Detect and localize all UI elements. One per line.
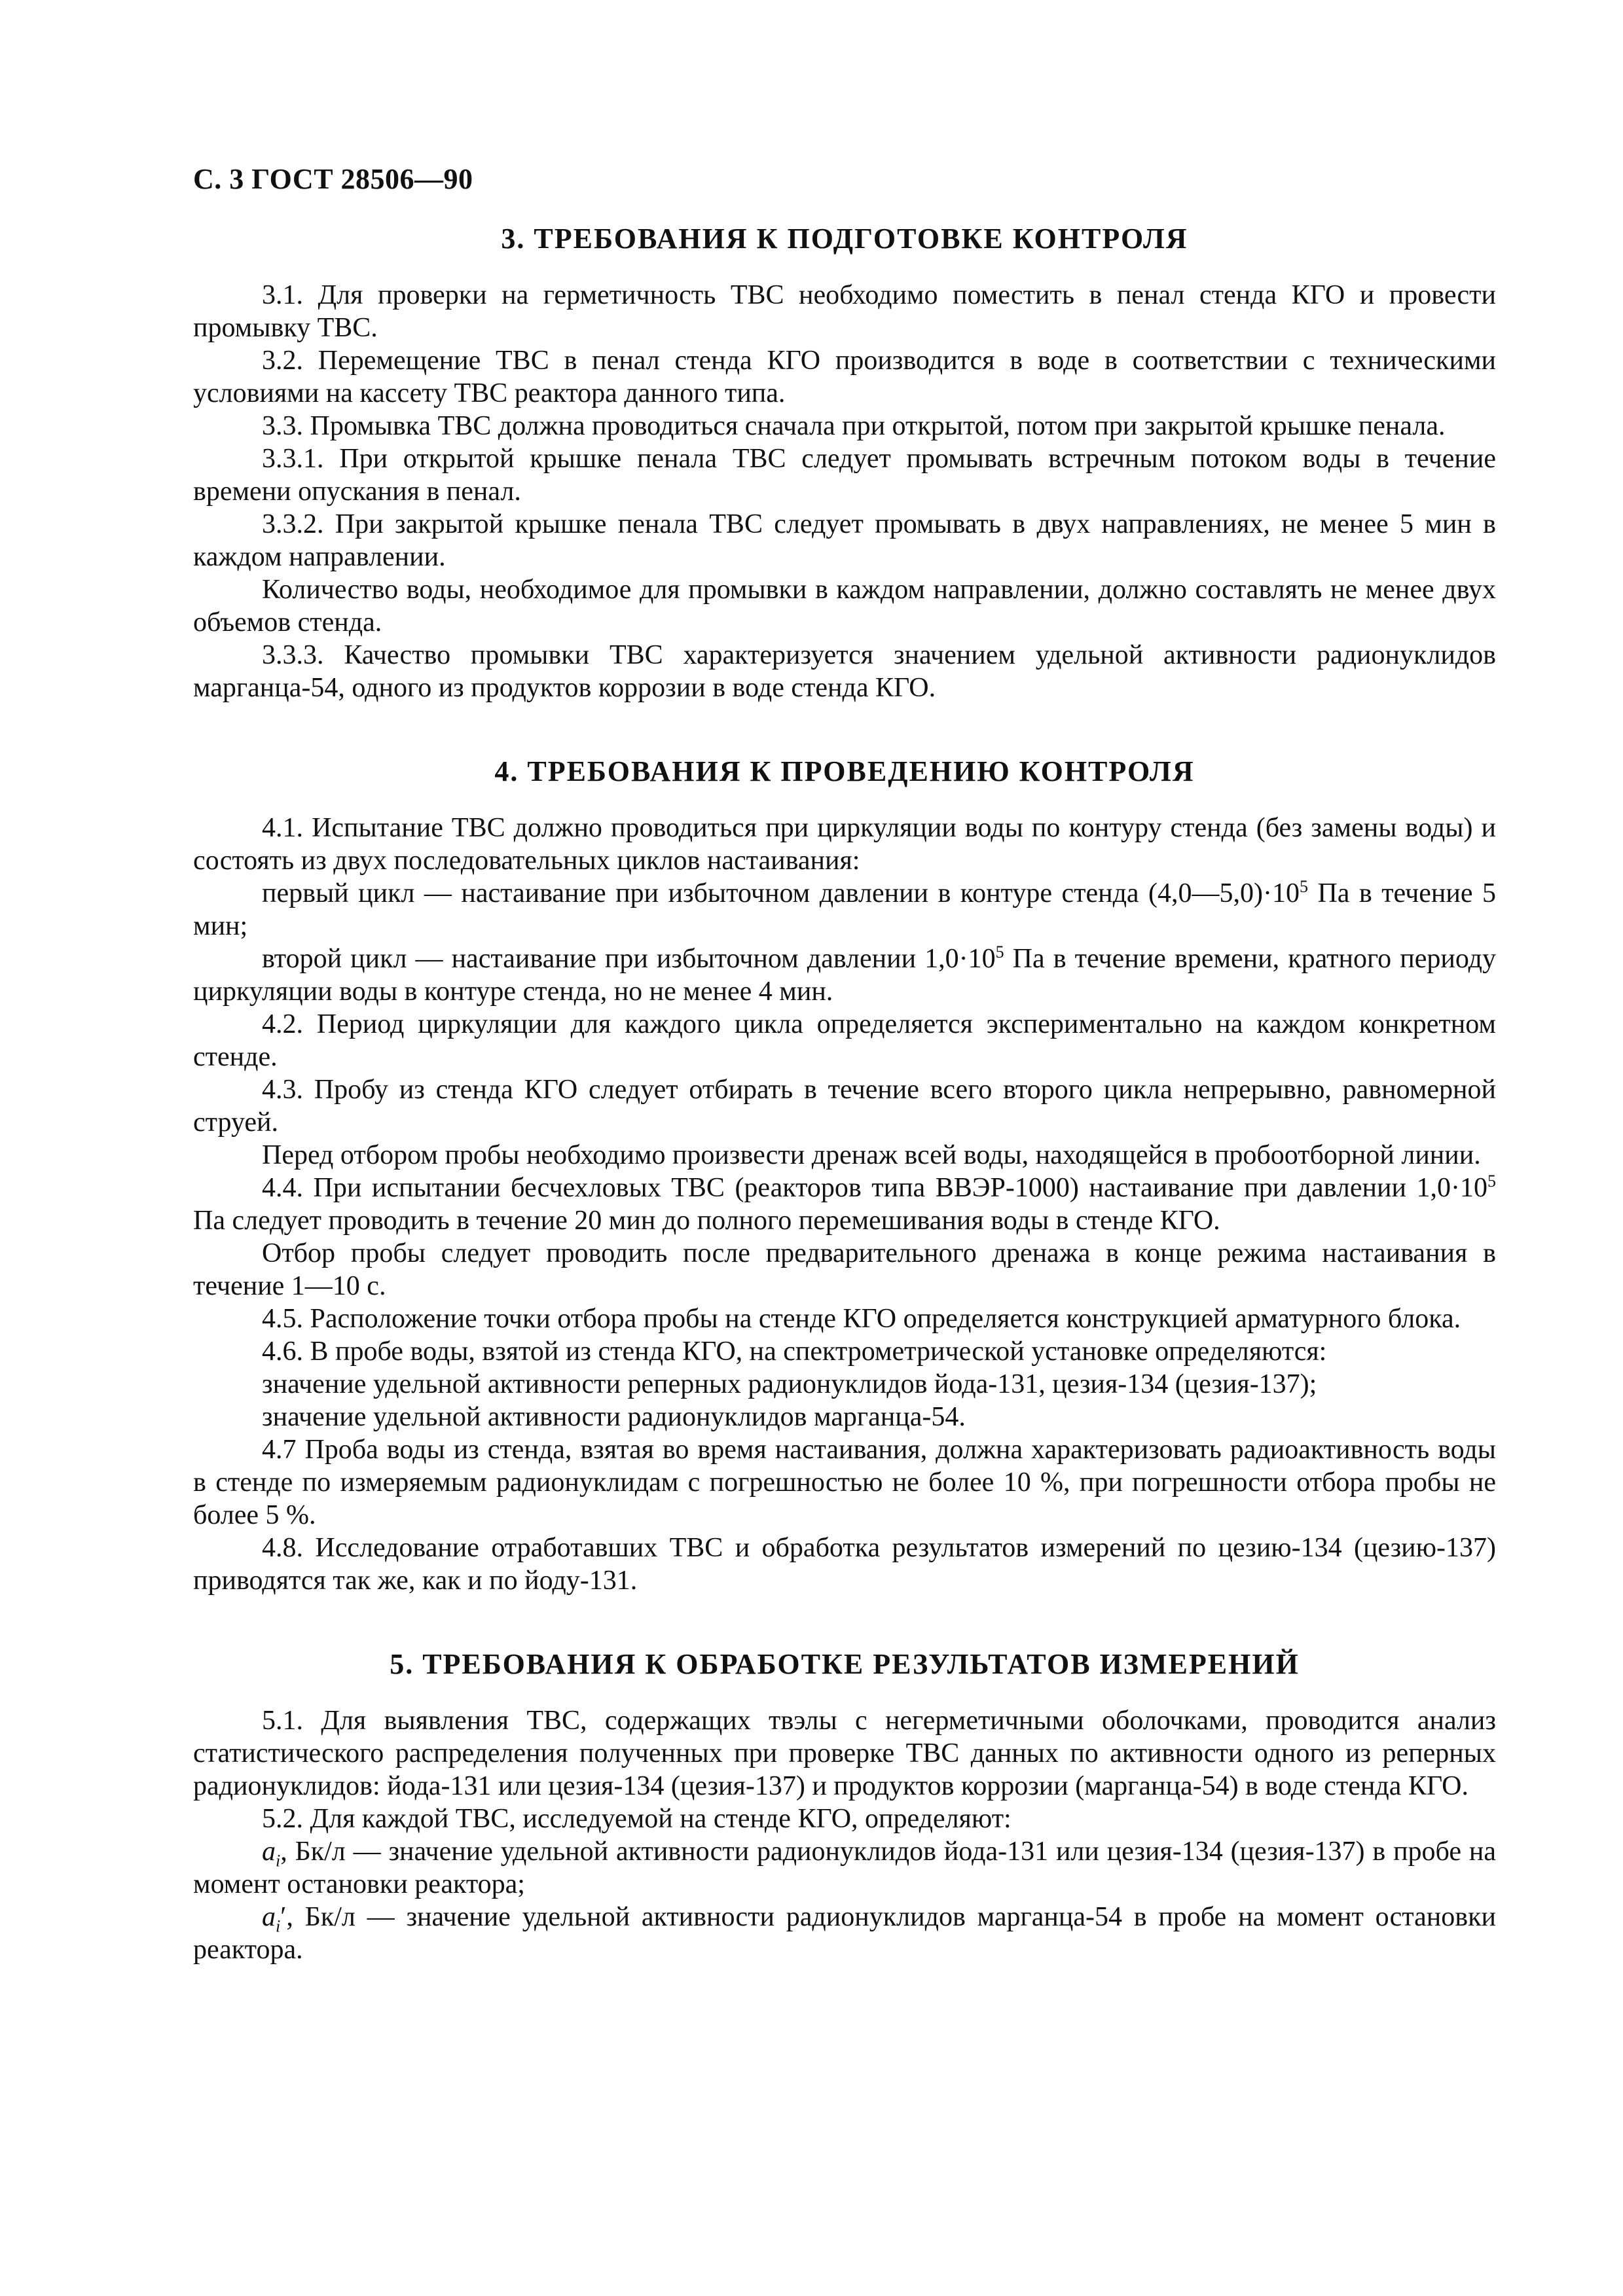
paragraph-3-1: 3.1. Для проверки на герметичность ТВС необходимо поместить в пенал стенда КГО и провести промывку ТВС. — [193, 280, 1496, 343]
paragraph-4-8: 4.8. Исследование отработавших ТВС и обработка результатов измерений по цезию-134 (цезию-137) приводятся так же, как и по йоду-131. — [193, 1533, 1496, 1596]
ai-symbol: a — [262, 1837, 276, 1867]
paragraph-manganese-activity: значение удельной активности радионуклидов марганца-54. — [262, 1402, 966, 1432]
paragraph-3-3-1: 3.3.1. При открытой крышке пенала ТВС следует промывать встречным потоком воды в течение времени опускания в пенал. — [193, 444, 1496, 507]
paragraph-3-3-3: 3.3.3. Качество промывки ТВС характеризуется значением удельной активности радионуклидов марганца-54, одного из продуктов коррозии в воде стенда КГО. — [193, 640, 1496, 703]
paragraph-drainage: Перед отбором пробы необходимо произвести дренаж всей воды, находящейся в пробоотборной линии. — [262, 1140, 1481, 1170]
paragraph-5-2: 5.2. Для каждой ТВС, исследуемой на стенде КГО, определяют: — [262, 1804, 1012, 1834]
paragraph-4-4 — [193, 1172, 1496, 1237]
ai-prime-symbol: a — [262, 1902, 276, 1932]
paragraph-4-5: 4.5. Расположение точки отбора пробы на стенде КГО определяется конструкцией арматурного блока. — [262, 1304, 1461, 1334]
paragraph-reference-activity: значение удельной активности реперных радионуклидов йода-131, цезия-134 (цезия-137); — [262, 1369, 1317, 1399]
paragraph-4-2: 4.2. Период циркуляции для каждого цикла определяется экспериментально на каждом конкретном стенде. — [193, 1009, 1496, 1072]
second-cycle-text-end: Па в течение времени, кратного периоду циркуляции воды в контуре стенда, но не менее 4 мин. — [193, 944, 1496, 1007]
ai-prime-definition-text: , Бк/л — значение удельной активности радионуклидов марганца-54 в пробе на момент остановки реактора. — [193, 1902, 1496, 1965]
section-5-title: 5. ТРЕБОВАНИЯ К ОБРАБОТКЕ РЕЗУЛЬТАТОВ ИЗМЕРЕНИЙ — [390, 1648, 1300, 1680]
ai-subscript: i — [276, 1851, 281, 1871]
second-cycle-exponent: 5 — [995, 942, 1004, 961]
paragraph-sampling: Отбор пробы следует проводить после предварительного дренажа в конце режима настаивания в течение 1—10 с. — [193, 1238, 1496, 1301]
second-cycle-text: второй цикл — настаивание при избыточном давлении 1,0·10 — [262, 944, 996, 974]
paragraph-second-cycle — [193, 942, 1496, 1008]
first-cycle-text: первый цикл — настаивание при избыточном давлении в контуре стенда (4,0—5,0)·10 — [262, 878, 1300, 908]
ai-definition-text: , Бк/л — значение удельной активности радионуклидов йода-131 или цезия-134 (цезия-137) в пробе на момент остановки реактора; — [193, 1837, 1496, 1899]
p4-4-text: 4.4. При испытании бесчехловых ТВС (реакторов типа ВВЭР-1000) настаивание при давлении 1,0·10 — [262, 1173, 1487, 1203]
section-3-title: 3. ТРЕБОВАНИЯ К ПОДГОТОВКЕ КОНТРОЛЯ — [501, 223, 1188, 255]
paragraph-ai-definition — [193, 1835, 1496, 1901]
ai-prime-mark: ′ — [280, 1902, 287, 1932]
paragraph-4-3: 4.3. Пробу из стенда КГО следует отбирать в течение всего второго цикла непрерывно, равномерной струей. — [193, 1075, 1496, 1138]
paragraph-4-7: 4.7 Проба воды из стенда, взятая во время настаивания, должна характеризовать радиоактивность воды в стенде по измеряемым радионуклидам с погрешностью не более 10 %, при погрешности отбора пробы не более 5 %. — [193, 1435, 1496, 1530]
first-cycle-exponent: 5 — [1300, 877, 1308, 896]
paragraph-ai-prime-definition — [193, 1901, 1496, 1966]
paragraph-first-cycle — [193, 877, 1496, 942]
paragraph-5-1: 5.1. Для выявления ТВС, содержащих твэлы с негерметичными оболочками, проводится анализ статистического распределения полученных при проверке ТВС данных по активности одного из реперных радионуклидов: йода-131 или цезия-134 (цезия-137) и продуктов коррозии (марганца-54) в воде стенда КГО. — [193, 1706, 1496, 1801]
first-cycle-text-end: Па в течение 5 мин; — [193, 878, 1496, 941]
paragraph-4-1: 4.1. Испытание ТВС должно проводиться при циркуляции воды по контуру стенда (без замены воды) и состоять из двух последовательных циклов настаивания: — [193, 813, 1496, 876]
ai-prime-subscript: i — [276, 1916, 281, 1936]
paragraph-water-quantity: Количество воды, необходимое для промывки в каждом направлении, должно составлять не менее двух объемов стенда. — [193, 575, 1496, 637]
p4-4-exponent: 5 — [1487, 1172, 1496, 1191]
page-content — [193, 223, 1496, 1966]
paragraph-3-2: 3.2. Перемещение ТВС в пенал стенда КГО производится в воде в соответствии с техническими условиями на кассету ТВС реактора данного типа. — [193, 346, 1496, 408]
section-4-title: 4. ТРЕБОВАНИЯ К ПРОВЕДЕНИЮ КОНТРОЛЯ — [494, 755, 1195, 787]
p4-4-text-end: Па следует проводить в течение 20 мин до полного перемешивания воды в стенде КГО. — [193, 1206, 1220, 1236]
paragraph-3-3: 3.3. Промывка ТВС должна проводиться сначала при открытой, потом при закрытой крышке пенала. — [262, 411, 1446, 441]
paragraph-3-3-2: 3.3.2. При закрытой крышке пенала ТВС следует промывать в двух направлениях, не менее 5 мин в каждом направлении. — [193, 509, 1496, 572]
paragraph-4-6: 4.6. В пробе воды, взятой из стенда КГО, на спектрометрической установке определяются: — [262, 1336, 1327, 1367]
page-header: С. 3 ГОСТ 28506—90 — [193, 163, 473, 195]
